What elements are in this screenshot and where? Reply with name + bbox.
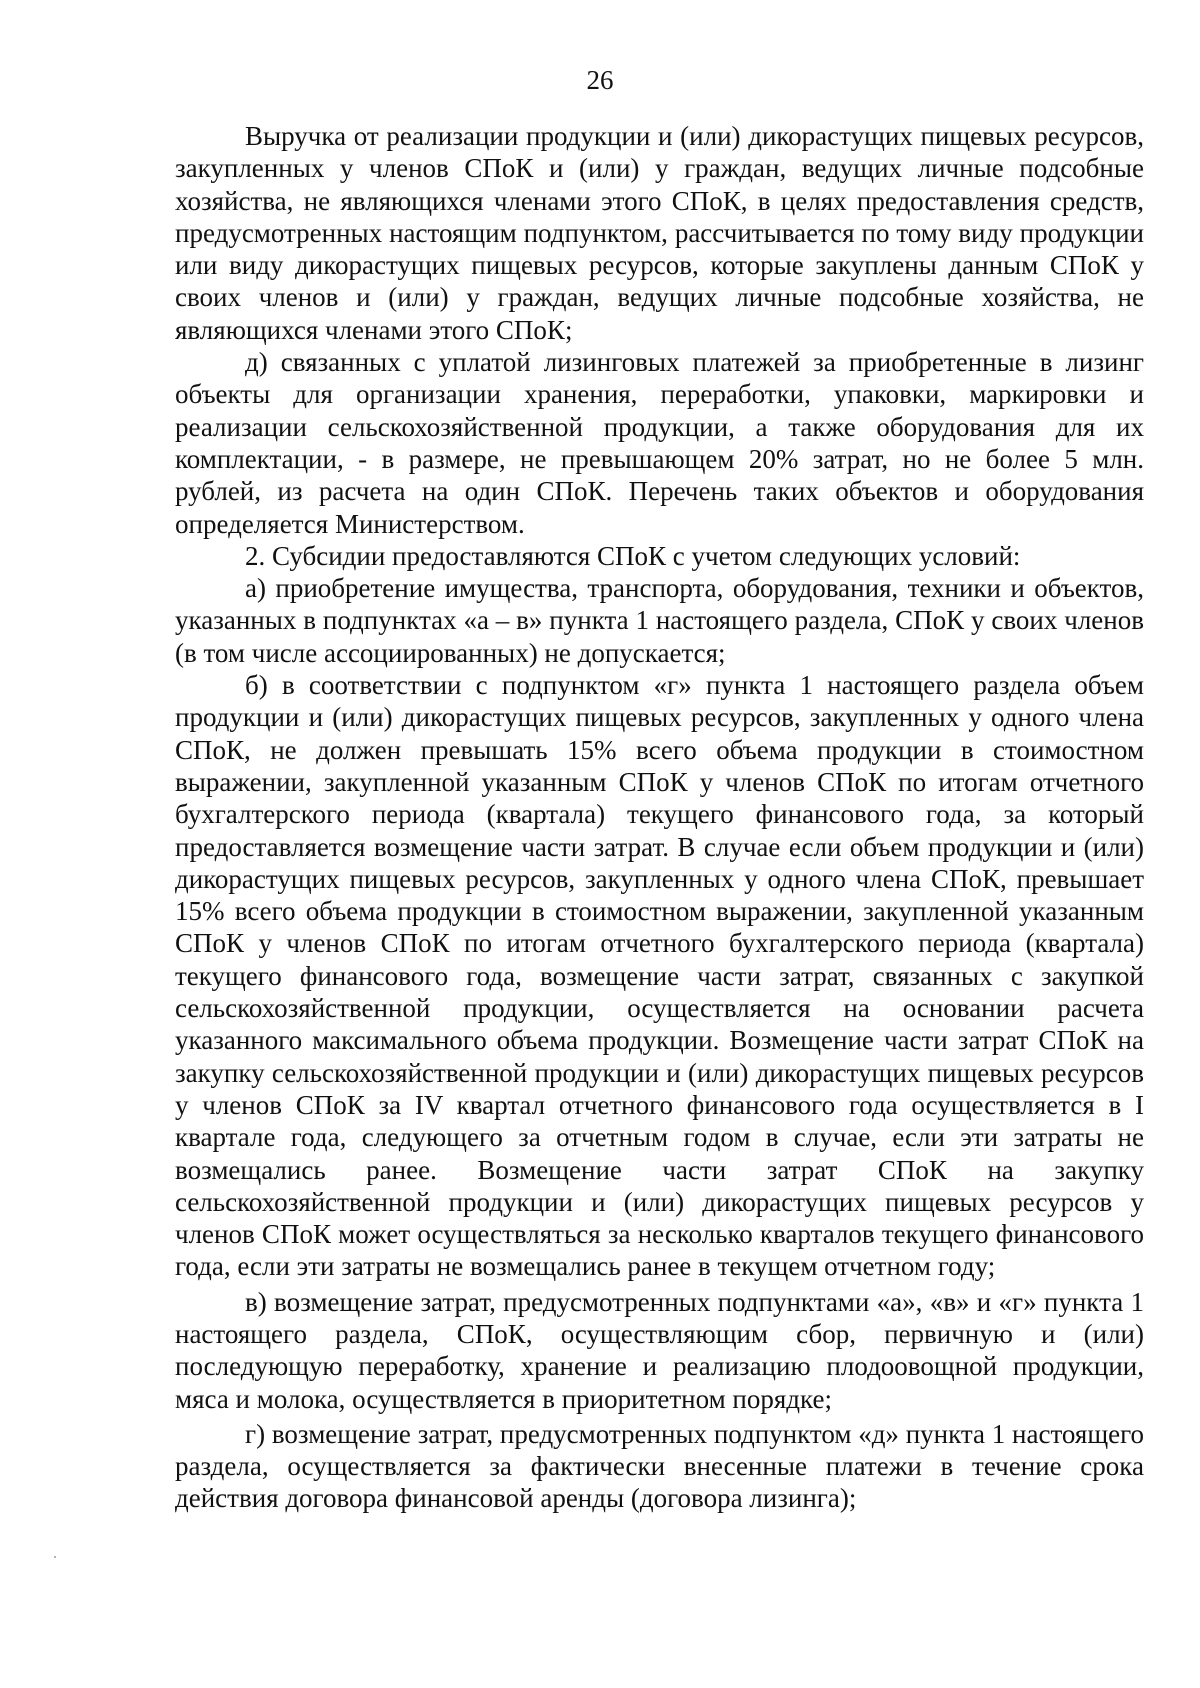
paragraph-condition-a: а) приобретение имущества, транспорта, оборудования, техники и объектов, указанных в подпунктах «а – в» пункта 1 настоящего раздела, СПоК у своих членов (в том числе ассоциированных) не допускается; — [175, 573, 1144, 668]
document-body — [175, 120, 1144, 1515]
paragraph-condition-b: б) в соответствии с подпунктом «г» пункта 1 настоящего раздела объем продукции и (или) дикорастущих пищевых ресурсов, закупленных у одного члена СПоК, не должен превышать 15% всего объема продукции в стоимостном выражении, закупленной указанным СПоК у членов СПоК по итогам отчетного бухгалтерского периода (квартала) текущего финансового года, за который предоставляется возмещение части затрат. В случае если объем продукции и (или) дикорастущих пищевых ресурсов, закупленных у одного члена СПоК, превышает 15% всего объема продукции в стоимостном выражении, закупленной указанным СПоК у членов СПоК по итогам отчетного бухгалтерского периода (квартала) текущего финансового года, возмещение части затрат, связанных с закупкой сельскохозяйственной продукции, осуществляется на основании расчета указанного максимального объема продукции. Возмещение части затрат СПоК на закупку сельскохозяйственной продукции и (или) дикорастущих пищевых ресурсов у членов СПоК за IV квартал отчетного финансового года осуществляется в I квартале года, следующего за отчетным годом в случае, если эти затраты не возмещались ранее. Возмещение части затрат СПоК на закупку сельскохозяйственной продукции и (или) дикорастущих пищевых ресурсов у членов СПоК может осуществляться за несколько кварталов текущего финансового года, если эти затраты не возмещались ранее в текущем отчетном году; — [175, 670, 1144, 1282]
paragraph-leasing-payments: д) связанных с уплатой лизинговых платежей за приобретенные в лизинг объекты для организации хранения, переработки, упаковки, маркировки и реализации сельскохозяйственной продукции, а также оборудования для их комплектации, - в размере, не превышающем 20% затрат, но не более 5 млн. рублей, из расчета на один СПоК. Перечень таких объектов и оборудования определяется Министерством. — [175, 347, 1144, 539]
paragraph-revenue-calculation: Выручка от реализации продукции и (или) дикорастущих пищевых ресурсов, закупленных у членов СПоК и (или) у граждан, ведущих личные подсобные хозяйства, не являющихся членами этого СПоК, в целях предоставления средств, предусмотренных настоящим подпунктом, рассчитывается по тому виду продукции или виду дикорастущих пищевых ресурсов, которые закуплены данным СПоК у своих членов и (или) у граждан, ведущих личные подсобные хозяйства, не являющихся членами этого СПоК; — [175, 121, 1144, 345]
paragraph-condition-v: в) возмещение затрат, предусмотренных подпунктами «а», «в» и «г» пункта 1 настоящего раздела, СПоК, осуществляющим сбор, первичную и (или) последующую переработку, хранение и реализацию плодоовощной продукции, мяса и молока, осуществляется в приоритетном порядке; — [175, 1286, 1144, 1414]
page-number: 26 — [586, 65, 614, 95]
paragraph-subsidy-conditions: 2. Субсидии предоставляются СПоК с учетом следующих условий: — [245, 540, 1021, 571]
scan-speck — [54, 1556, 56, 1558]
paragraph-condition-g: г) возмещение затрат, предусмотренных подпунктом «д» пункта 1 настоящего раздела, осуществляется за фактически внесенные платежи в течение срока действия договора финансовой аренды (договора лизинга); — [175, 1418, 1144, 1514]
